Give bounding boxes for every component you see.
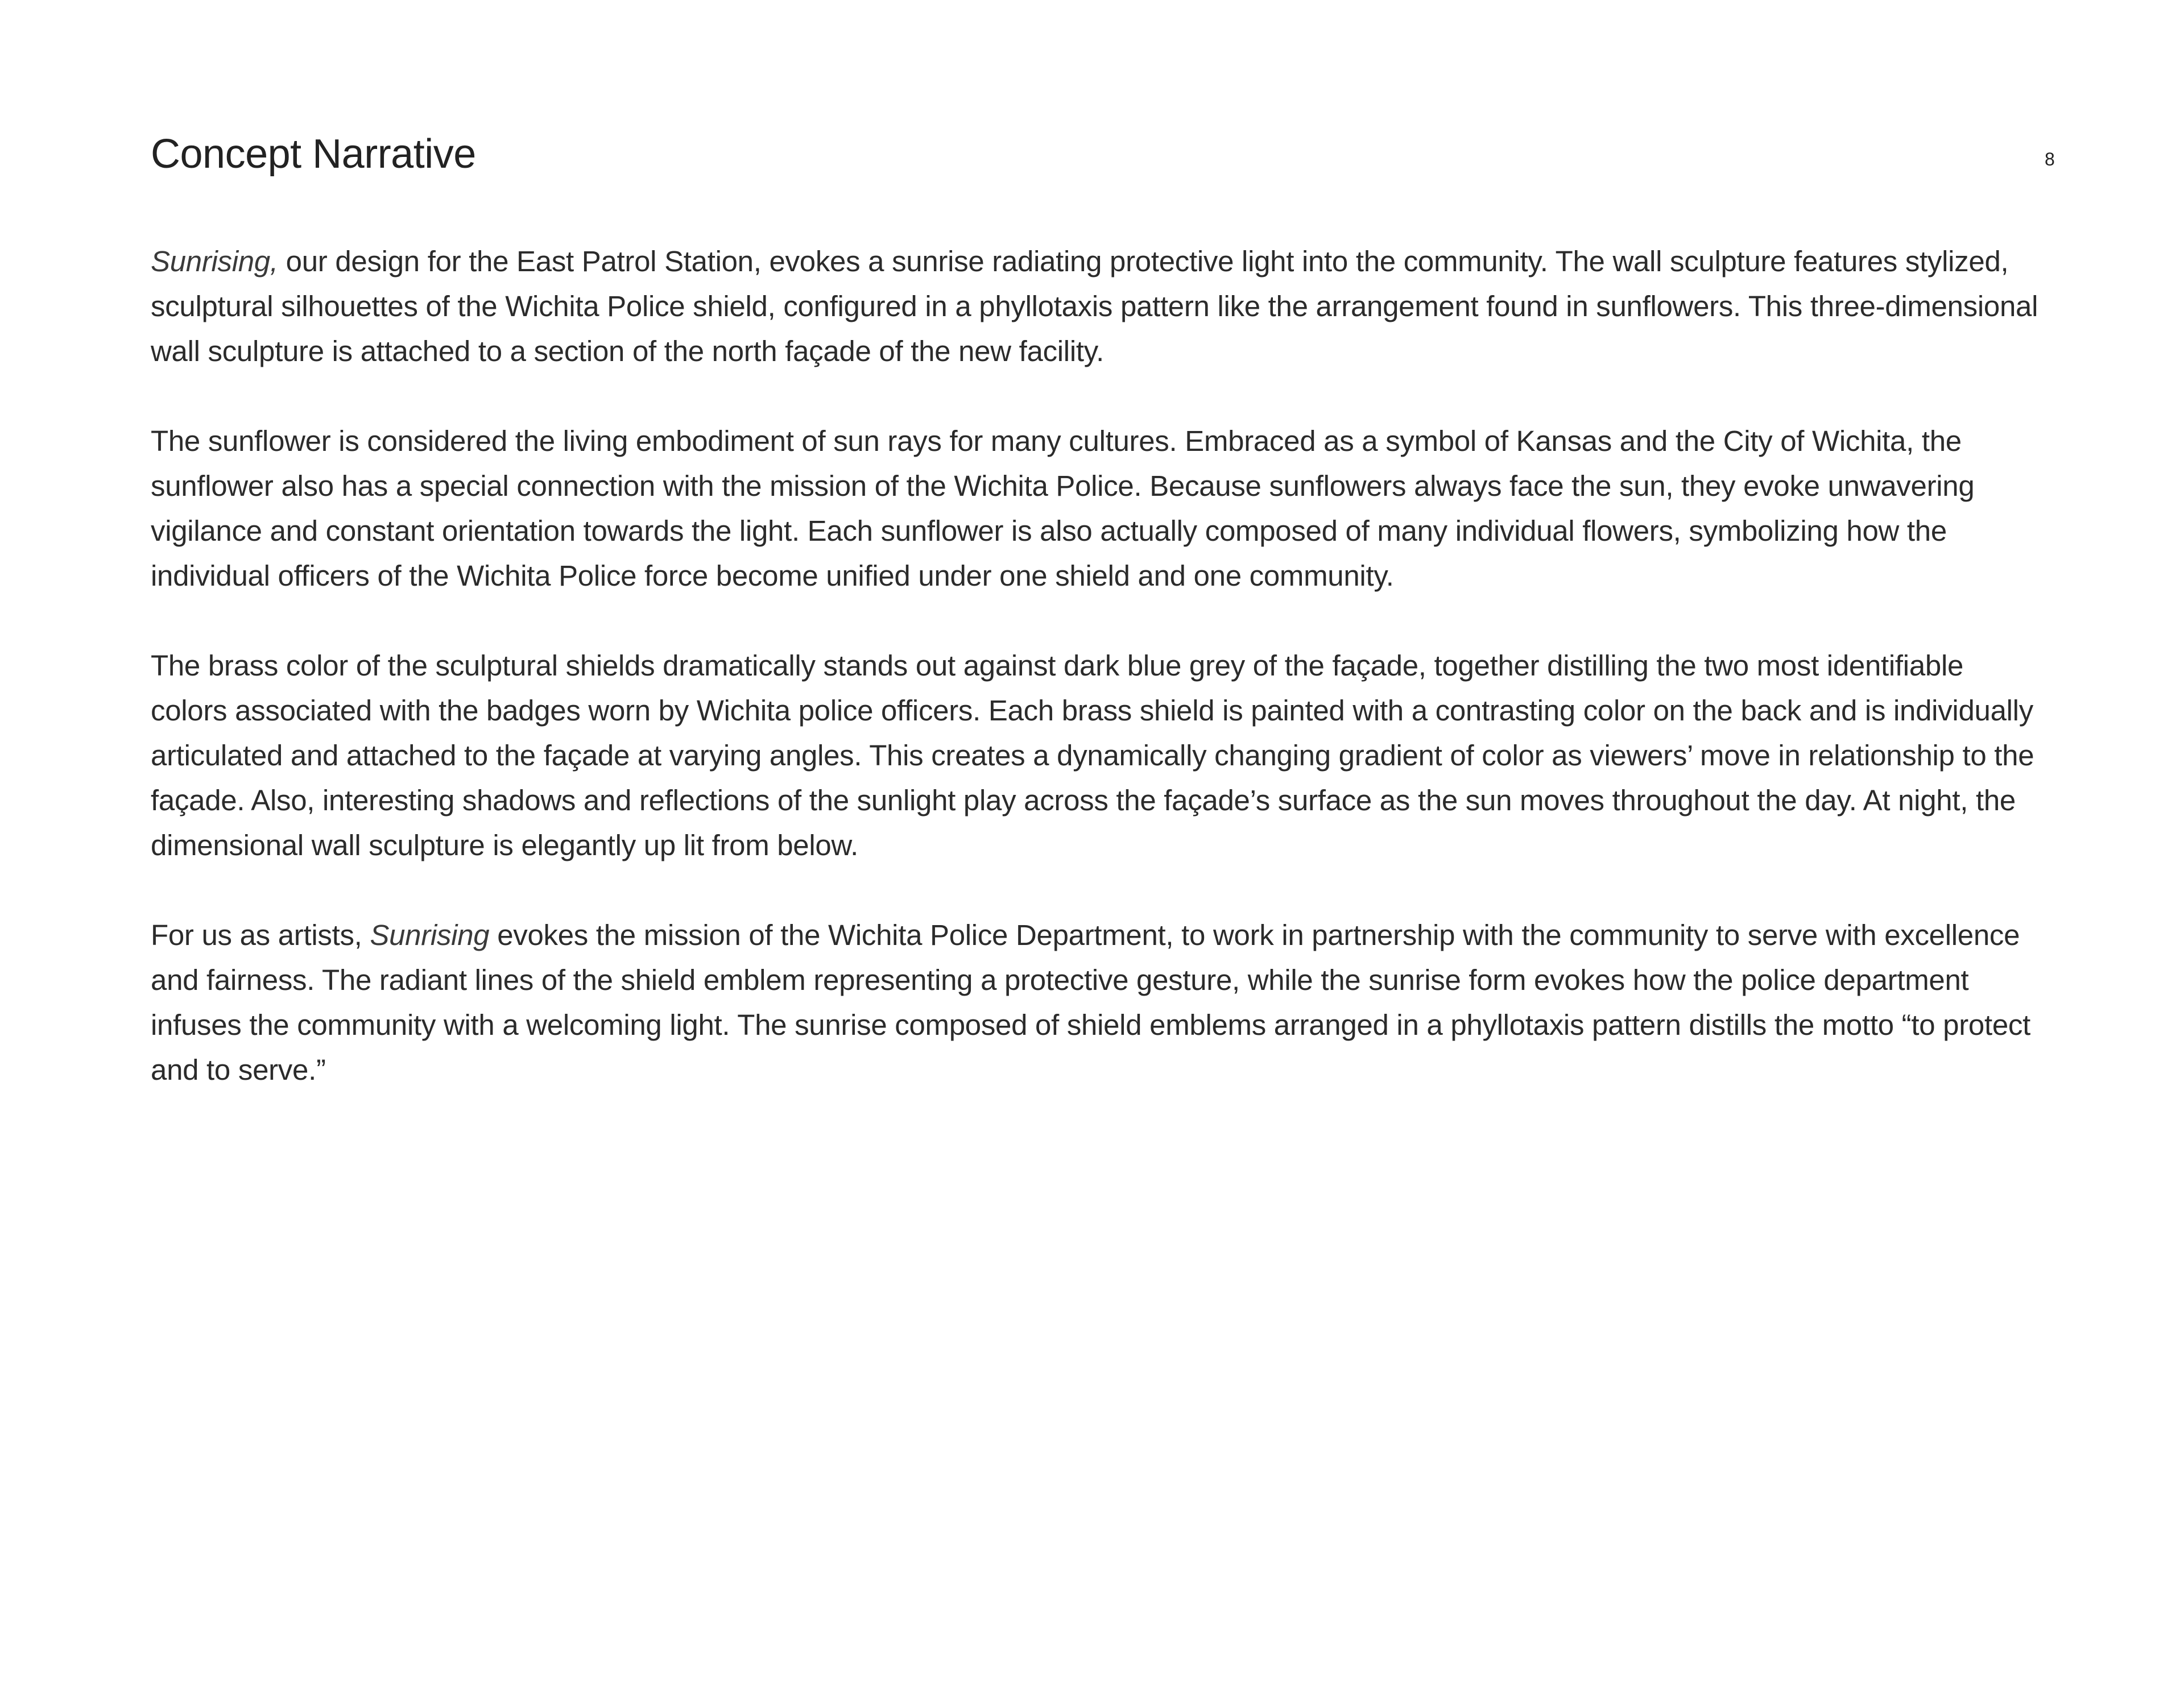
paragraph-artists-pre: For us as artists, bbox=[151, 919, 370, 951]
page-title: Concept Narrative bbox=[151, 131, 476, 177]
paragraph-brass-color: The brass color of the sculptural shields dramatically stands out against dark blue grey of the façade, together distilling the two most identifiable colors associated with the badges worn by Wichita police officers. Each brass shield is painted with a contrasting color on the back and is individually articulated and attached to the façade at varying angles. This creates a dynamically changing gradient of color as viewers’ move in relationship to the façade. Also, interesting shadows and reflections of the sunlight play across the façade’s surface as the sun moves throughout the day. At night, the dimensional wall sculpture is elegantly up lit from below. bbox=[151, 649, 2034, 861]
paragraph-intro-text: our design for the East Patrol Station, evokes a sunrise radiating protective light into the community. The wall sculpture features stylized, sculptural silhouettes of the Wichita Police shield, configured in a phyllotaxis pattern like the arrangement found in sunflowers. This three-dimensional wall sculpture is attached to a section of the north façade of the new facility. bbox=[151, 245, 2038, 367]
narrative-body bbox=[151, 239, 2039, 1137]
artwork-title-italic: Sunrising, bbox=[151, 245, 278, 277]
page-number: 8 bbox=[2045, 149, 2055, 169]
paragraph-artists-post: evokes the mission of the Wichita Police Department, to work in partnership with the community to serve with excellence and fairness. The radiant lines of the shield emblem representing a protective gesture, while the sunrise form evokes how the police department infuses the community with a welcoming light. The sunrise composed of shield emblems arranged in a phyllotaxis pattern distills the motto “to protect and to serve.” bbox=[151, 919, 2030, 1086]
paragraph-artists bbox=[151, 913, 2039, 1092]
paragraph-sunflower: The sunflower is considered the living embodiment of sun rays for many cultures. Embraced as a symbol of Kansas and the City of Wichita, the sunflower also has a special connection with the mission of the Wichita Police. Because sunflowers always face the sun, they evoke unwavering vigilance and constant orientation towards the light. Each sunflower is also actually composed of many individual flowers, symbolizing how the individual officers of the Wichita Police force become unified under one shield and one community. bbox=[151, 425, 1975, 592]
artwork-title-italic: Sunrising bbox=[370, 919, 490, 951]
paragraph-intro bbox=[151, 239, 2039, 374]
